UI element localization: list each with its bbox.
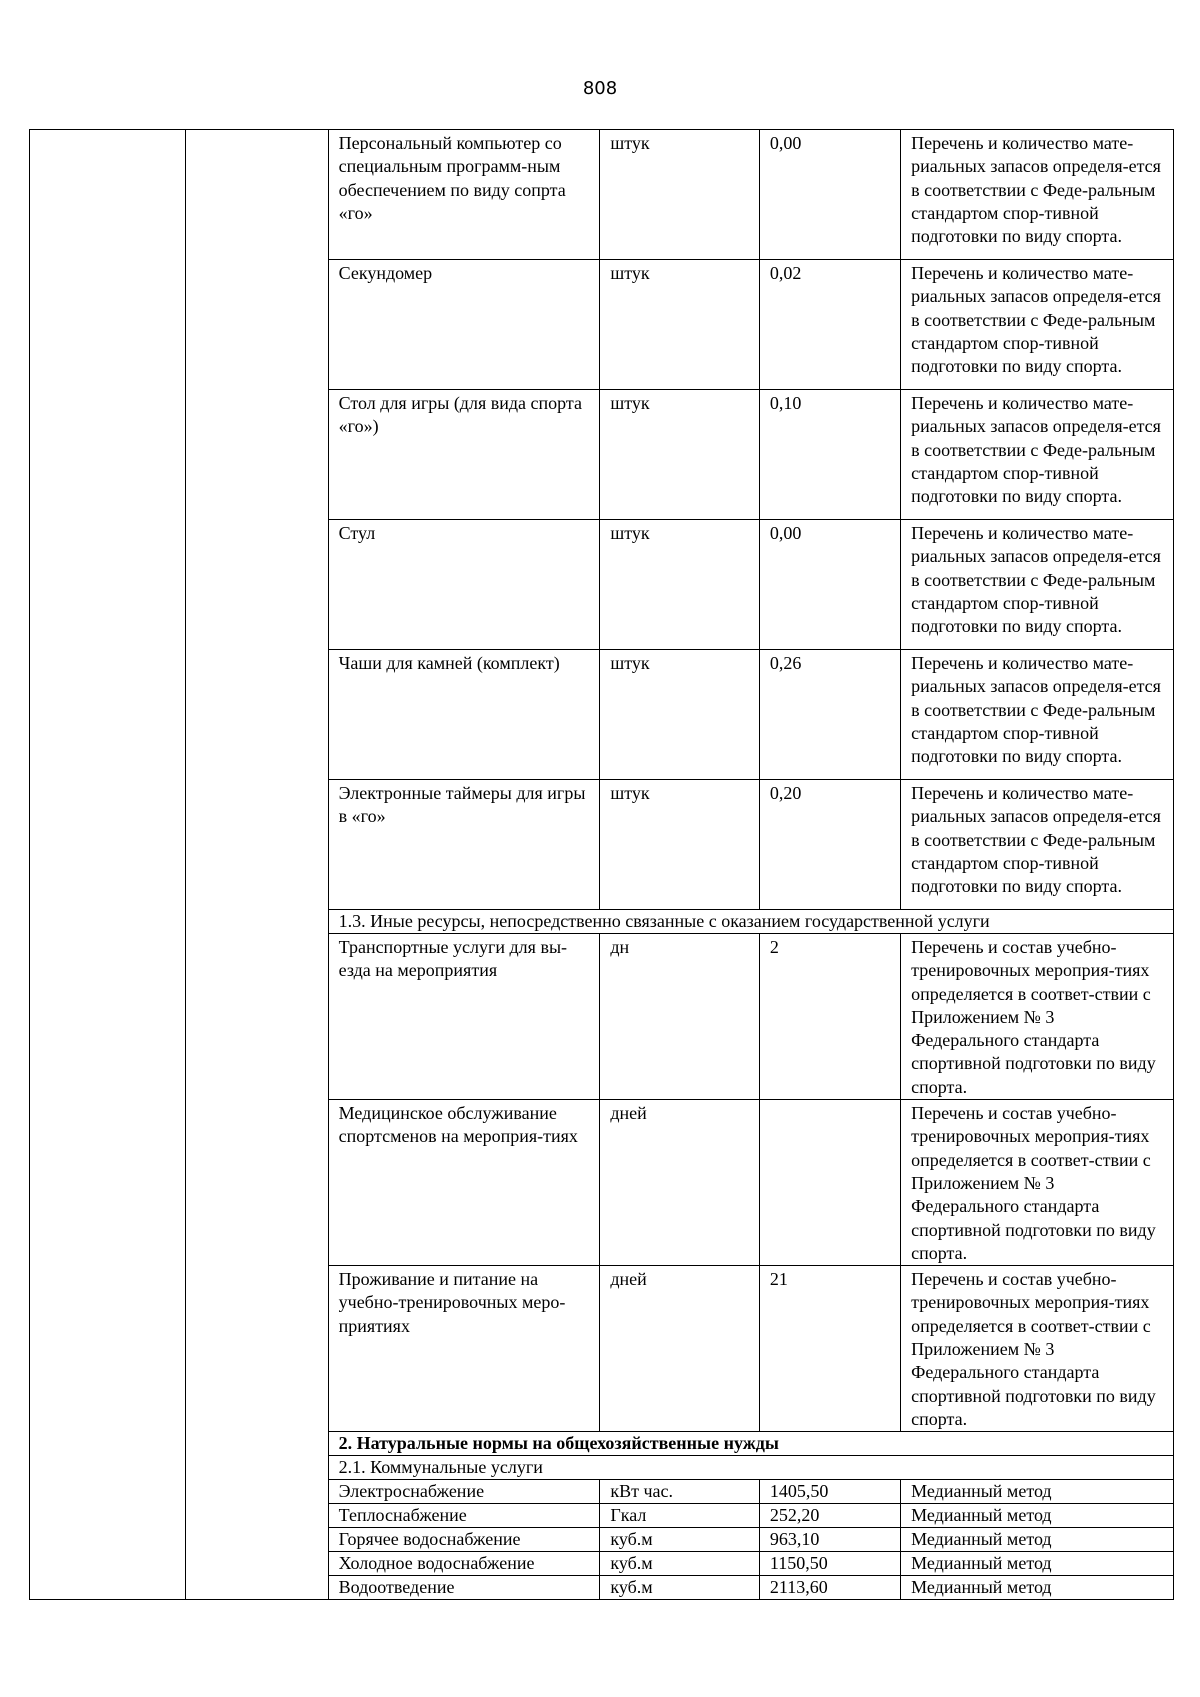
resource-unit: штук [600, 780, 760, 910]
resource-note: Перечень и состав учебно-тренировочных мероприя-тиях определяется в соответ-ствии с Приложением № 3 Федерального стандарта спортивной подготовки по виду спорта. [901, 1100, 1174, 1266]
utility-unit: куб.м [600, 1528, 760, 1552]
resource-name: Секундомер [328, 260, 600, 390]
resource-value [759, 1100, 900, 1266]
resource-value: 2 [759, 934, 900, 1100]
norms-table [29, 129, 1174, 1600]
resource-note: Перечень и количество мате-риальных запасов определя-ется в соответствии с Феде-ральным стандартом спор-тивной подготовки по виду спорта. [901, 650, 1174, 780]
resource-value: 0,00 [759, 130, 900, 260]
table-row [30, 130, 1174, 260]
resource-unit: штук [600, 520, 760, 650]
resource-unit: дней [600, 1266, 760, 1432]
section-title-2-1: 2.1. Коммунальные услуги [328, 1456, 1173, 1480]
page-number: 808 [582, 78, 618, 99]
resource-unit: штук [600, 650, 760, 780]
resource-value: 0,02 [759, 260, 900, 390]
utility-value: 252,20 [759, 1504, 900, 1528]
section-title-1-3: 1.3. Иные ресурсы, непосредственно связанные с оказанием государственной услуги [328, 910, 1173, 934]
utility-name: Теплоснабжение [328, 1504, 600, 1528]
utility-method: Медианный метод [901, 1552, 1174, 1576]
resource-value: 0,10 [759, 390, 900, 520]
resource-unit: штук [600, 130, 760, 260]
utility-unit: кВт час. [600, 1480, 760, 1504]
resource-note: Перечень и количество мате-риальных запасов определя-ется в соответствии с Феде-ральным стандартом спор-тивной подготовки по виду спорта. [901, 130, 1174, 260]
resource-name: Электронные таймеры для игры в «го» [328, 780, 600, 910]
resource-note: Перечень и количество мате-риальных запасов определя-ется в соответствии с Феде-ральным стандартом спор-тивной подготовки по виду спорта. [901, 260, 1174, 390]
resource-value: 0,26 [759, 650, 900, 780]
resource-name: Медицинское обслуживание спортсменов на мероприя-тиях [328, 1100, 600, 1266]
resource-note: Перечень и количество мате-риальных запасов определя-ется в соответствии с Феде-ральным стандартом спор-тивной подготовки по виду спорта. [901, 780, 1174, 910]
resource-unit: штук [600, 260, 760, 390]
utility-name: Горячее водоснабжение [328, 1528, 600, 1552]
utility-name: Электроснабжение [328, 1480, 600, 1504]
resource-note: Перечень и количество мате-риальных запасов определя-ется в соответствии с Феде-ральным стандартом спор-тивной подготовки по виду спорта. [901, 520, 1174, 650]
utility-unit: Гкал [600, 1504, 760, 1528]
resource-value: 0,00 [759, 520, 900, 650]
utility-name: Холодное водоснабжение [328, 1552, 600, 1576]
resource-name: Персональный компьютер со специальным программ-ным обеспечением по виду сопрта «го» [328, 130, 600, 260]
section-title-2: 2. Натуральные нормы на общехозяйственные нужды [328, 1432, 1173, 1456]
resource-name: Транспортные услуги для вы-езда на мероприятия [328, 934, 600, 1100]
empty-cell [186, 130, 328, 1600]
resource-note: Перечень и количество мате-риальных запасов определя-ется в соответствии с Феде-ральным стандартом спор-тивной подготовки по виду спорта. [901, 390, 1174, 520]
utility-method: Медианный метод [901, 1480, 1174, 1504]
resource-name: Проживание и питание на учебно-тренировочных меро-приятиях [328, 1266, 600, 1432]
utility-name: Водоотведение [328, 1576, 600, 1600]
resource-unit: штук [600, 390, 760, 520]
resource-unit: дн [600, 934, 760, 1100]
utility-method: Медианный метод [901, 1528, 1174, 1552]
resource-name: Стол для игры (для вида спорта «го») [328, 390, 600, 520]
empty-cell [30, 130, 186, 1600]
resource-note: Перечень и состав учебно-тренировочных мероприя-тиях определяется в соответ-ствии с Приложением № 3 Федерального стандарта спортивной подготовки по виду спорта. [901, 1266, 1174, 1432]
utility-unit: куб.м [600, 1576, 760, 1600]
utility-value: 1150,50 [759, 1552, 900, 1576]
resource-name: Стул [328, 520, 600, 650]
utility-value: 1405,50 [759, 1480, 900, 1504]
utility-value: 2113,60 [759, 1576, 900, 1600]
utility-unit: куб.м [600, 1552, 760, 1576]
resource-name: Чаши для камней (комплект) [328, 650, 600, 780]
resource-value: 21 [759, 1266, 900, 1432]
utility-value: 963,10 [759, 1528, 900, 1552]
utility-method: Медианный метод [901, 1576, 1174, 1600]
resource-value: 0,20 [759, 780, 900, 910]
resource-note: Перечень и состав учебно-тренировочных мероприя-тиях определяется в соответ-ствии с Приложением № 3 Федерального стандарта спортивной подготовки по виду спорта. [901, 934, 1174, 1100]
utility-method: Медианный метод [901, 1504, 1174, 1528]
resource-unit: дней [600, 1100, 760, 1266]
